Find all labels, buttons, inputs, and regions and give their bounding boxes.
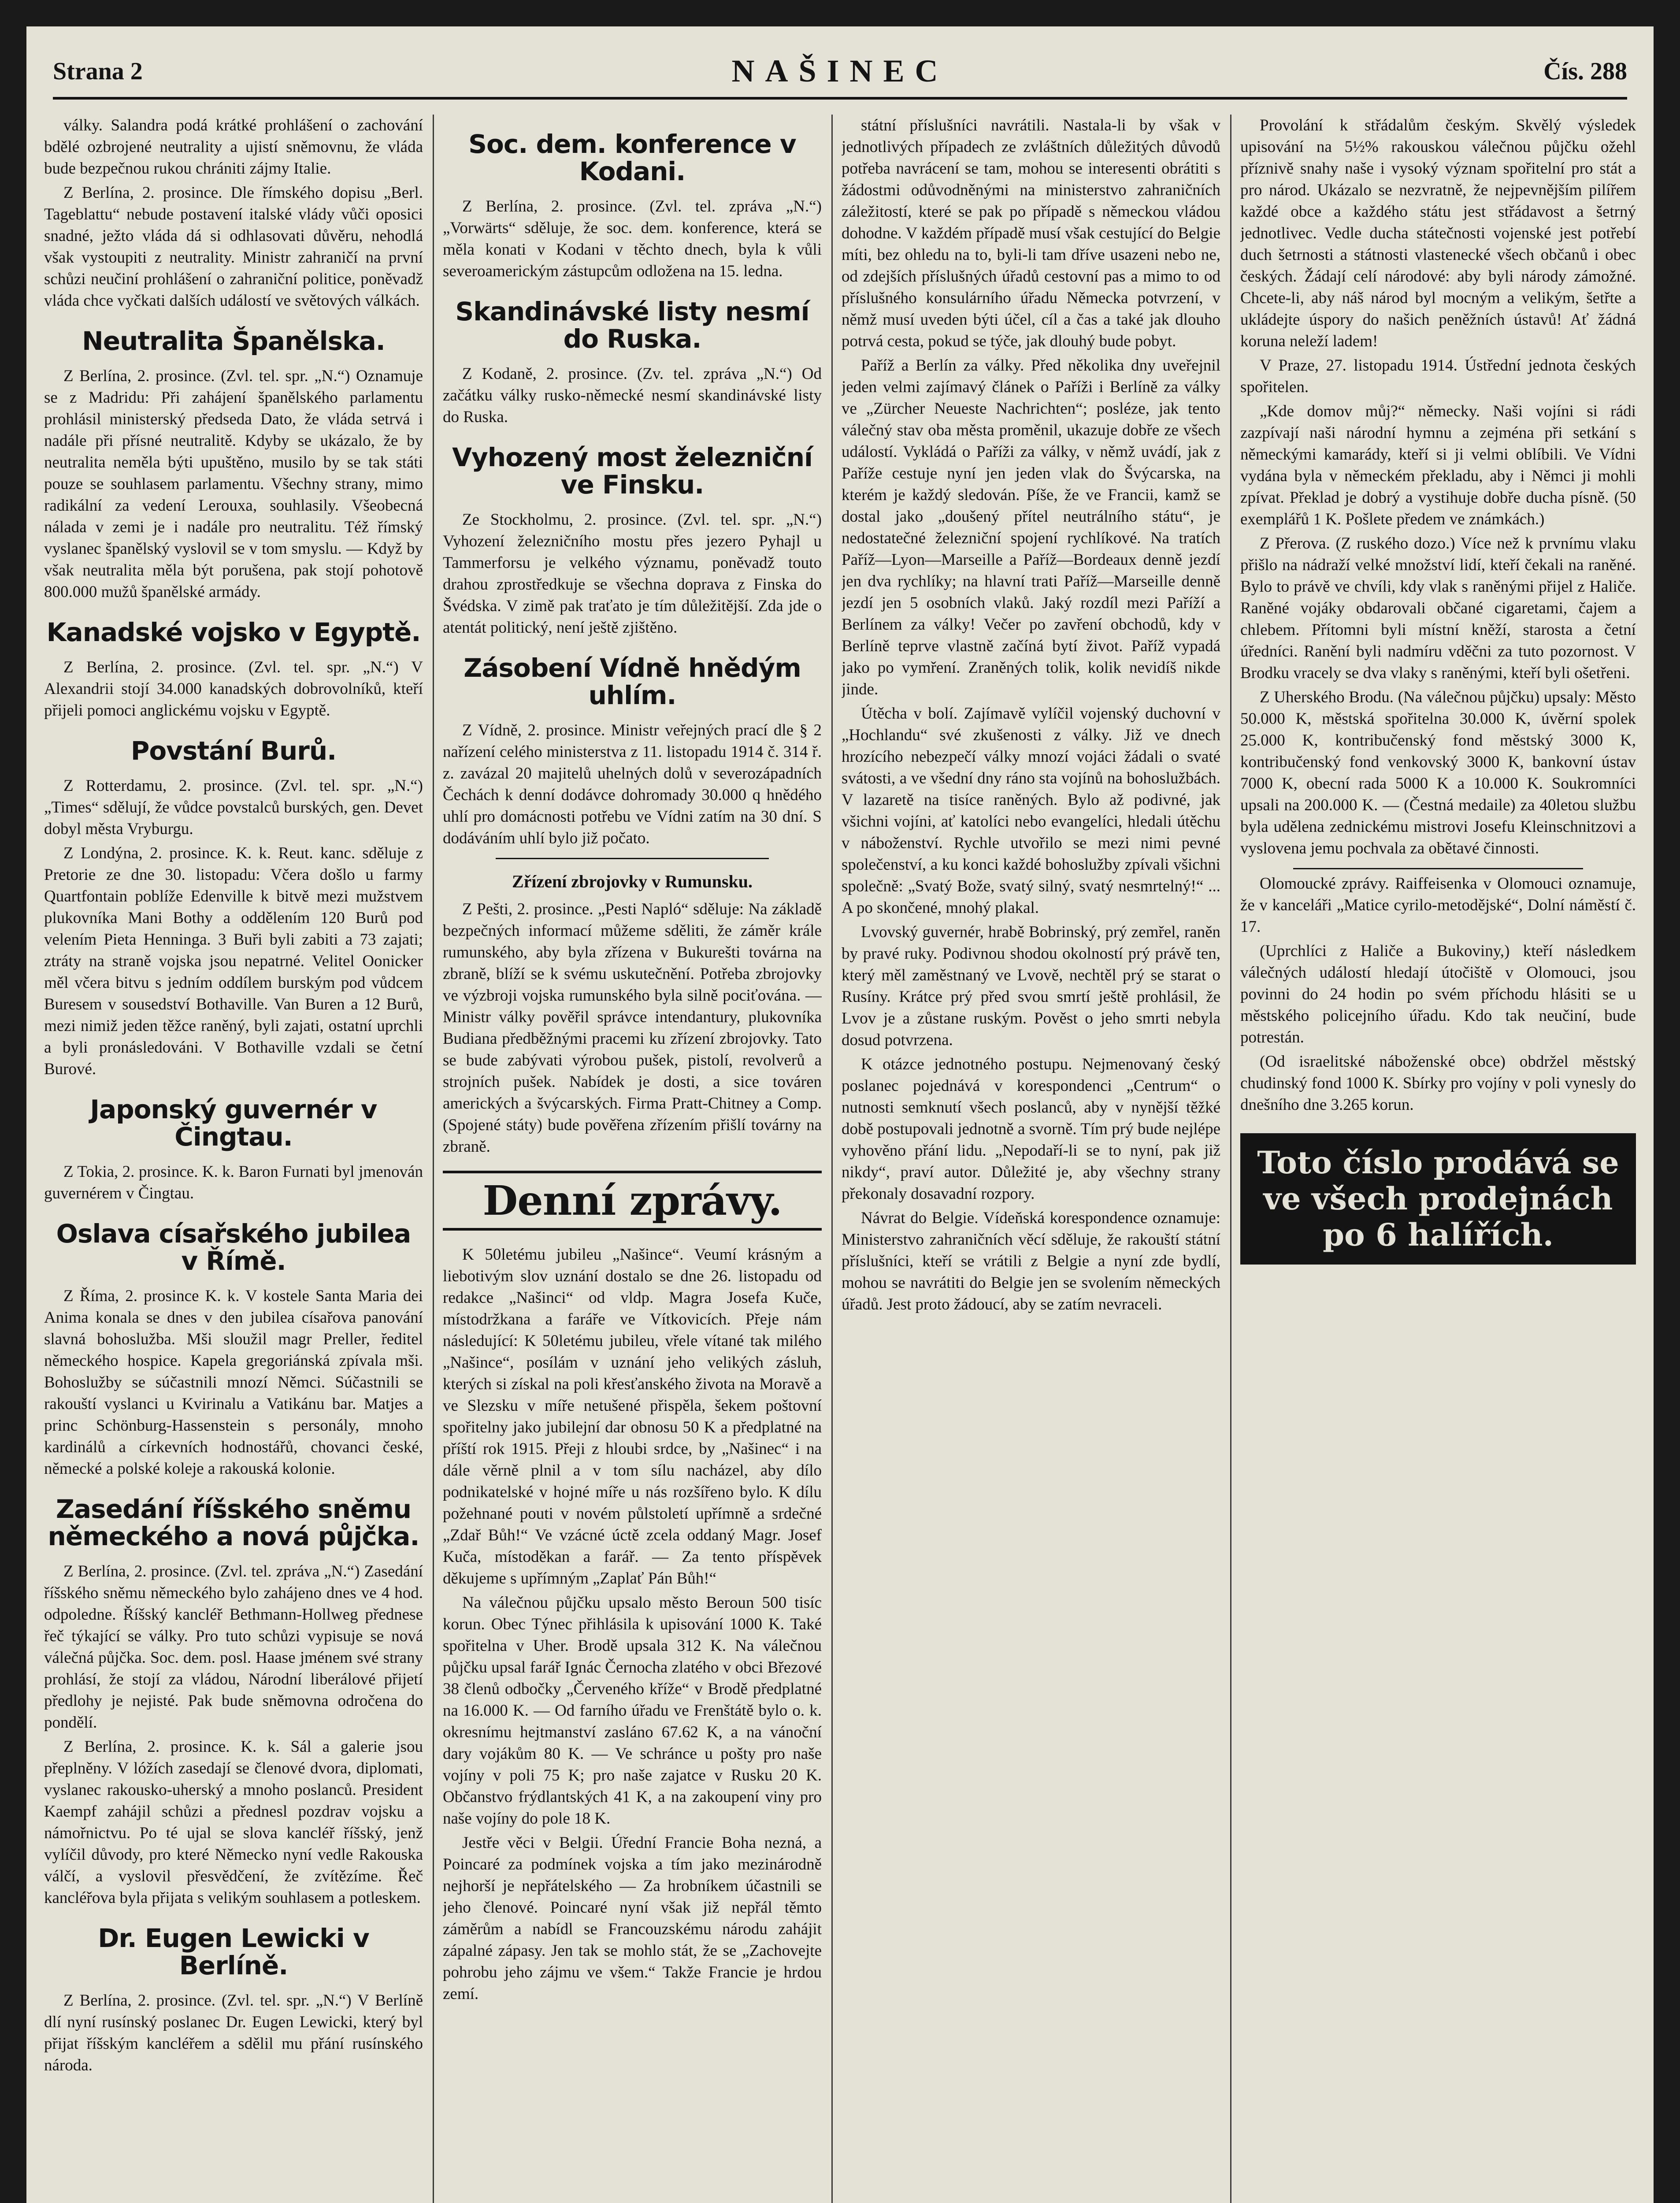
newspaper-title: NAŠINEC (731, 53, 949, 89)
headline-reichstag: Zasedání říšského sněmu německého a nová půjčka. (48, 1494, 419, 1551)
issue-number: Čís. 288 (1543, 58, 1627, 85)
article-paragraph: Z Rotterdamu, 2. prosince. (Zvl. tel. spr. „N.“) „Times“ sdělují, že vůdce povstalců burských, gen. Devet dobyl města Vryburgu. (44, 777, 423, 838)
page-label: Strana 2 (53, 58, 143, 85)
article-paragraph: Z Berlína, 2. prosince. (Zvl. tel. zpráva „N.“) Zasedání říšského sněmu německého bylo zahájeno dnes ve 4 hod. odpoledne. Říšský kancléř Bethmann-Hollweg přednese řeč týkající se války. Pro tuto schůzi vypisuje se nová válečná půjčka. Soc. dem. posl. Haase jménem své strany prohlásí, že stojí za vládou, Národní liberálové přijetí předlohy je nejisté. Pak bude sněmovna odročena do pondělí. (44, 1562, 423, 1732)
article-paragraph: Z Berlína, 2. prosince. K. k. Sál a galerie jsou přeplněny. V lóžích zasedají se členové dvora, diplomati, vyslanec rakousko-uherský a mnoho poslanců. President Kaempf zahájil schůzi a přednesl pozdrav vojsku a námořnictvu. Po té ujal se slova kancléř říšský, jenž vylíčil důvody, pro které Německo nyní vedle Rakouska válčí, a vyslovil přesvědčení, že zvítězíme. Řeč kancléřova byla přijata s velikým souhlasem a potleskem. (44, 1738, 423, 1907)
headline-boers: Povstání Burů. (130, 736, 337, 766)
headline-armory: Zřízení zbrojovky v Rumunsku. (512, 872, 753, 891)
article-paragraph: Ze Stockholmu, 2. prosince. (Zvl. tel. spr. „N.“) Vyhození železničního mostu přes jezero Pyhajl u Tammerforsu je velkého významu, poněvadž touto drahou zprostředkuje se všechna doprava z Finska do Švédska. V zimě pak traťato je tím důležitější. Zda jde o atentát politický, není ještě zjištěno. (443, 511, 822, 637)
separator (1293, 868, 1583, 869)
article-paragraph: Z Berlína, 2. prosince. Dle římského dopisu „Berl. Tageblattu“ nebude postavení italské vlády vůči oposici snadné, ježto vláda dá si odhlasovati důvěru, nehodlá však vystoupiti z neutrality. Ministr zahraničí na první schůzi neučiní prohlášení o zahraniční politice, poněvadž vláda chce vyčkati dalších událostí ve světových válkách. (44, 184, 423, 310)
article-paragraph: Na válečnou půjčku upsalo město Beroun 500 tisíc korun. Obec Týnec přihlásila k upisování 1000 K. Také spořitelna v Uher. Brodě upsala 312 K. Na válečnou půjčku upsal farář Ignác Černocha zlatého v obci Březové 38 členů odbočky „Červeného kříže“ v Brodě předplatné na 16.000 K. — Od farního úřadu ve Frenštátě bylo o. k. okresnímu hejtmanství zasláno 67.62 K, a na vánoční dary vojákům 80 K. — Ve schránce u pošty pro naše vojíny v poli 75 K; pro naše zajatce v Rusku 20 K. Občanstvo frýdlantských 41 K, a na zakoupení viny pro naše vojíny do pole 18 K. (443, 1594, 822, 1828)
newspaper-page (26, 26, 1654, 2203)
article-paragraph: války. Salandra podá krátké prohlášení o zachování bdělé ozbrojené neutrality a ujistí sněmovnu, že vláda bude bezpečnou rukou chrániti zájmy Italie. (44, 116, 423, 178)
article-paragraph: Z Londýna, 2. prosince. K. k. Reut. kanc. sděluje z Pretorie ze dne 30. listopadu: Včera došlo u farmy Quartfontain poblíže Edenville k bitvě mezi mužstvem plukovníka Mani Bothy a oddělením 120 Burů pod velením Pieta Henninga. 3 Buři byli zabiti a 73 zajati; ztráty na straně vojska jsou nepatrné. Velitel Oonicker měl včera bitvu s jedním oddílem burským pod vůdcem Buresem v sousedství Bothaville. Van Buren a 12 Burů, mezi nimiž jeden těžce raněný, byli zajati, ostatní uprchli a byli pronásledováni. V Bothaville vzdali se četní Burové. (44, 844, 423, 1078)
article-paragraph: Z Pešti, 2. prosince. „Pesti Napló“ sděluje: Na základě bezpečných informací můžeme sděliti, že záměr krále rumunského, aby byla zřízena v Bukurešti továrna na zbraně, blíží se k svému uskutečnění. Potřeba zbrojovky ve výzbroji vojska rumunského byla silně pociťována. — Ministr války pověřil správce intendantury, plukovníka Budiana předběžnými pracemi ku zřízení zbrojovky. Tato se bude zabývati výrobou pušek, pistolí, revolverů a strojních pušek. Nabídek je dosti, a sice továren amerických a švýcarských. Firma Pratt-Chitney a Comp. (Spojené státy) bude pověřena zřízením přišlí továrny na zbraně. (443, 900, 822, 1156)
article-paragraph: Útěcha v bolí. Zajímavě vylíčil vojenský duchovní v „Hochlandu“ své zkušenosti z války. Již ve dnech hrozícího nebezpečí války mnozí vojáci žádali o svaté svátosti, a ve všední dny ráno sta vojínů na bohoslužbách. V lazaretě na tisíce raněných. Bylo až podivné, jak všichni vojíni, ať katolíci nebo evangelíci, hledali útěchu v náboženství. Rychle utvořilo se mezi nimi pevné společenství, a ku konci každé bohoslužby zpívali všichni společně: „Svatý Bože, svatý silný, svatý nesmrtelný!“ ... A po skončené, mnohý plakal. (842, 705, 1220, 917)
headline-jubilee: Oslava císařského jubilea v Římě. (56, 1219, 411, 1276)
article-paragraph: státní příslušníci navrátili. Nastala-li by však v jednotlivých případech ze zvláštních důležitých důvodů potřeba navrácení se tam, mohou se interesenti obrátiti s žádostmi odůvodněnými na ministerstvo zahraničních záležitostí, které se pak po případě s německou vládou dohodne. V každém případě musí však cestující do Belgie míti, bez ohledu na to, byli-li tam dříve usazeni nebo ne, od zdejších příslušných úřadů cestovní pas a mimo to od příslušného konsulárního úřadu Německa potvrzení, v němž musí uveden býti účel, cíl a čas a také jak dlouho potrvá cesta, pokud se týče, jak dlouhý bude pobyt. (842, 116, 1220, 350)
column-rule (433, 115, 434, 2203)
article-paragraph: Jestře věci v Belgii. Úřední Francie Boha nezná, a Poincaré za podmínek vojska a tím jako mezinárodně nejhorší je nepřátelského — Za hrobníkem účastnili se jeho členové. Poincaré nyní však již nepřál těmto záměrům a nabídl se Francouzskému národu zahájit zápalné zápasy. Jen tak se mohlo stát, že se „Zachovejte pohrobu jeho zájmu ve všem.“ Takže Francie je hrdou zemí. (443, 1834, 822, 2003)
headline-socdem: Soc. dem. konference v Kodani. (468, 129, 796, 186)
column-1 (44, 115, 423, 2203)
article-paragraph: Z Berlína, 2. prosince. (Zvl. tel. spr. „N.“) Oznamuje se z Madridu: Při zahájení španělského parlamentu prohlásil ministerský předseda Dato, že vláda setrvá i nadále při přísné neutralitě. Kdyby se ukázalo, že by neutralita neměla býti upuštěno, musilo by se tak státi pouze se souhlasem parlamentu. Všechny strany, mimo radikální za vedení Lerouxa, souhlasily. Všeobecná nálada v zemi je i nadále pro neutralitu. Též římský vyslanec španělský vyslovil se v tom smyslu. — Když by však neutralita měla být porušena, pak stojí pohotově 800.000 mužů španělské armády. (44, 367, 423, 601)
columns (44, 115, 1636, 2203)
column-rule (1230, 115, 1231, 2203)
article-paragraph: Provolání k střádalům českým. Skvělý výsledek upisování na 5½% rakouskou válečnou půjčku ožehl příznivě snahy naše i vysoký význam spořitelní pro stát a pro národ. Ukázalo se nezvratně, že nejpevnějším pilířem každé obce a každého státu jest střádavost a šetrný jednotlivec. Vedle ducha státečnosti vojenské jest potřebí duch šetrnosti a státnosti vlastenecké všech občanů i obec českých. Žádají celí národové: aby byli národy zámožné. Chcete-li, aby náš národ byl mocným a velikým, šetřte a ukládejte úspory do našich peněžních ústavů! Ať žádná koruna neleží ladem! (1240, 116, 1636, 350)
column-4 (1240, 115, 1636, 2203)
separator (496, 858, 769, 859)
headline-bridge: Vyhozený most železniční ve Finsku. (452, 442, 812, 500)
headline-spain: Neutralita Španělska. (82, 326, 385, 356)
article-paragraph: Z Kodaně, 2. prosince. (Zv. tel. zpráva „N.“) Od začátku války rusko-německé nesmí skandinávské listy do Ruska. (443, 365, 822, 426)
article-paragraph: (Od israelitské náboženské obce) obdržel městský chudinský fond 1000 K. Sbírky pro vojíny v poli vynesly do dnešního dne 3.265 korun. (1240, 1053, 1636, 1114)
headline-lewicki: Dr. Eugen Lewicki v Berlíně. (98, 1923, 369, 1980)
article-paragraph: Návrat do Belgie. Vídeňská korespondence oznamuje: Ministerstvo zahraničních věcí sděluje, že rakouští státní příslušníci, kteří se vrátili z Belgie a nyní zde bydlí, mohou se navrátiti do Belgie jen se svolením německých úřadů. Jest proto žádoucí, aby se zatím nevraceli. (842, 1209, 1220, 1313)
headline-canada: Kanadské vojsko v Egyptě. (46, 617, 421, 647)
article-paragraph: Paříž a Berlín za války. Před několika dny uveřejnil jeden velmi zajímavý článek o Paříži i Berlíně za války ve „Zürcher Neueste Nachrichten“; posléze, jak tento válečný stav oba města proměnil, ukazuje dobře ze všech událostí. Vykládá o Paříži za války, v němž uvádí, jak z Paříže cestuje nyní jen jeden vlak do Švýcarska, na kterém je každý sledován. Píše, že ve Francii, kamž se dostal jako „doušený přítel neutrálního státu“, je nedostatečné železniční spojení rychlíkové. Na tratích Paříž—Lyon—Marseille a Paříž—Bordeaux denně jezdí jen dva rychlíky; na hlavní trati Paříž—Marseille denně jezdí jen 5 osobních vlaků. Jaký rozdíl mezi Paříží a Berlínem za války! Večer po zavření obchodů, kdy v Berlíně teprve vlastně začíná bytí život. Paříž vypadá jako po vymření. Zraněných tolik, kolik nevidíš nikde jinde. (842, 356, 1220, 698)
article-paragraph: Z Tokia, 2. prosince. K. k. Baron Furnati byl jmenován guvernérem v Čingtau. (44, 1163, 423, 1202)
article-paragraph: Z Berlína, 2. prosince. (Zvl. tel. spr. „N.“) V Alexandrii stojí 34.000 kanadských dobrovolníků, kteří přijeli pomoci anglickému vojsku v Egyptě. (44, 658, 423, 719)
headline-japan: Japonský guvernér v Čingtau. (90, 1094, 377, 1152)
article-paragraph: (Uprchlíci z Haliče a Bukoviny,) kteří následkem válečných událostí hledají útočiště v Olomouci, jsou povinni do 24 hodin po svém příchodu hlásiti se u městského policejního úřadu. Kdo tak neučiní, bude potrestán. (1240, 942, 1636, 1046)
article-paragraph: Z Přerova. (Z ruského dozo.) Více než k prvnímu vlaku přišlo na nádraží velké množství lidí, kteří čekali na raněné. Bylo to právě ve chvíli, kdy vlak s raněnými přijel z Haliče. Raněné vojáky obdarovali občané cigaretami, čajem a chlebem. Přítomni byli místní kněží, starosta a četní úředníci. Ranění byli nadmíru vděčni za tuto pozornost. V Brodku vracely se dva vlaky s raněnými, kteří byli ošetřeni. (1240, 534, 1636, 682)
column-rule (831, 115, 833, 2203)
article-paragraph: K otázce jednotného postupu. Nejmenovaný český poslanec pojednává v korespondenci „Centrum“ o nutnosti semknutí všech poslanců, aby v nynější těžké době postupovali jednotně a svorně. Tím prý bude nejlépe vyhověno přání lidu. „Nepodaří-li se to nyní, pak již nikdy“, praví autor. Důležité je, aby všechny strany překonaly dosavadní rozpory. (842, 1055, 1220, 1203)
price-notice: Toto číslo prodává se ve všech prodejnách po 6 halířích. (1240, 1133, 1636, 1265)
article-paragraph: Z Vídně, 2. prosince. Ministr veřejných prací dle § 2 nařízení celého ministerstva z 11. listopadu 1914 č. 314 ř. z. zavázal 20 majitelů uhelných dolů v severozápadních Čechách k denní dodávce dohromady 30.000 q hnědého uhlí pro domácnosti potřebu ve Vídni zatím na 30 dní. S dodáváním uhlí bylo již počato. (443, 721, 822, 847)
article-paragraph: Z Berlína, 2. prosince. (Zvl. tel. zpráva „N.“) „Vorwärts“ sděluje, že soc. dem. konference, která se měla konati v Kodani v těchto dnech, byla k vůli severoamerickým zástupcům odložena na 15. ledna. (443, 197, 822, 280)
article-paragraph: Z Berlína, 2. prosince. (Zvl. tel. spr. „N.“) V Berlíně dlí nyní rusínský poslanec Dr. Eugen Lewicki, který byl přijat říšským kancléřem a sdělil mu přání rusínského národa. (44, 1992, 423, 2074)
column-2 (443, 115, 822, 2203)
article-paragraph: V Praze, 27. listopadu 1914. Ústřední jednota českých spořitelen. (1240, 356, 1636, 396)
headline-scandinavian: Skandinávské listy nesmí do Ruska. (455, 297, 809, 354)
headline-coal: Zásobení Vídně hnědým uhlím. (464, 653, 801, 710)
section-title-daily-news: Denní zprávy. (443, 1171, 822, 1231)
article-paragraph: K 50letému jubileu „Našince“. Veumí krásným a liebotivým slov uznání dostalo se dne 26. listopadu od redakce „Našinci“ od vldp. Magra Josefa Kuče, místodržkana a faráře ve Vítkovicích. Přeje nám následující: K 50letému jubileu, vřele vítané tak milého „Našince“, posílám v uznání jeho velikých zásluh, kterých si získal na poli křesťanského života na Moravě a ve Slezsku v míře netušené přispěla, šekem poštovní spořitelny jako jubilejní dar obnosu 50 K a předplatné na příští rok 1915. Přeji z hloubi srdce, by „Našinec“ i na dále věrně plnil a v tom sílu nacházel, aby dílo podnikatelské v hojné míře u nás rozšířeno bylo. K dílu požehnané pouti v novém půlstoletí upřímně a srdečné „Zdař Bůh!“ Ve vzácné úctě zcela oddaný Magr. Josef Kuča, místoděkan a farář. — Za tento příspěvek děkujeme s upřímným „Zaplať Pán Bůh!“ (443, 1246, 822, 1587)
article-paragraph: Z Uherského Brodu. (Na válečnou půjčku) upsaly: Město 50.000 K, městská spořitelna 30.000 K, úvěrní spolek 25.000 K, kontribučenský fond městský 3000 K, kontribučenský fond venkovský 3000 K, bankovní ústav 7000 K, obecní rada 5000 K a 10.000 K. Soukromníci upsali na 200.000 K. — (Čestná medaile) za 40letou službu byla udělena zednickému mistrovi Josefu Kleinschnitzovi a vyslovena jemu pochvala za obětavé činnosti. (1240, 688, 1636, 857)
article-paragraph: „Kde domov můj?“ německy. Naši vojíni si rádi zazpívají naši národní hymnu a zejména při setkání s německými kamarády, kteří si ji velmi oblíbili. Ve Vídni vydána byla v německém překladu, aby i Němci ji mohli zpívat. Překlad je dobrý a vystihuje dobře ducha písně. (50 exemplářů 1 K. Pošlete předem ve známkách.) (1240, 402, 1636, 528)
article-paragraph: Z Říma, 2. prosince K. k. V kostele Santa Maria dei Anima konala se dnes v den jubilea císařova panování slavná bohoslužba. Mši sloužil magr Preller, ředitel německého hospice. Kapela gregoriánská zpívala mši. Bohoslužby se súčastnili mnozí Němci. Súčastnili se rakouští vyslanci u Kvirinalu a Vatikánu bar. Matjes a princ Schönburg-Hassenstein s personály, mnoho kardinálů a církevních hodnostářů, chovanci české, německé a polské koleje a rakouská kolonie. (44, 1287, 423, 1478)
masthead (53, 44, 1627, 100)
article-paragraph: Olomoucké zprávy. Raiffeisenka v Olomouci oznamuje, že v kanceláři „Matice cyrilo-metodějské“, Dolní náměstí č. 17. (1240, 875, 1636, 936)
article-paragraph: Lvovský guvernér, hrabě Bobrinský, prý zemřel, raněn by pravé ruky. Podivnou shodou okolností prý právě ten, který měl zaměstnaný ve Lvově, nechtěl prý se starat o Rusíny. Krátce prý před svou smrtí ještě prohlásil, že Lvov je a zůstane ruským. Pověst o jeho smrti nebyla dosud potvrzena. (842, 923, 1220, 1049)
column-3 (842, 115, 1220, 2203)
